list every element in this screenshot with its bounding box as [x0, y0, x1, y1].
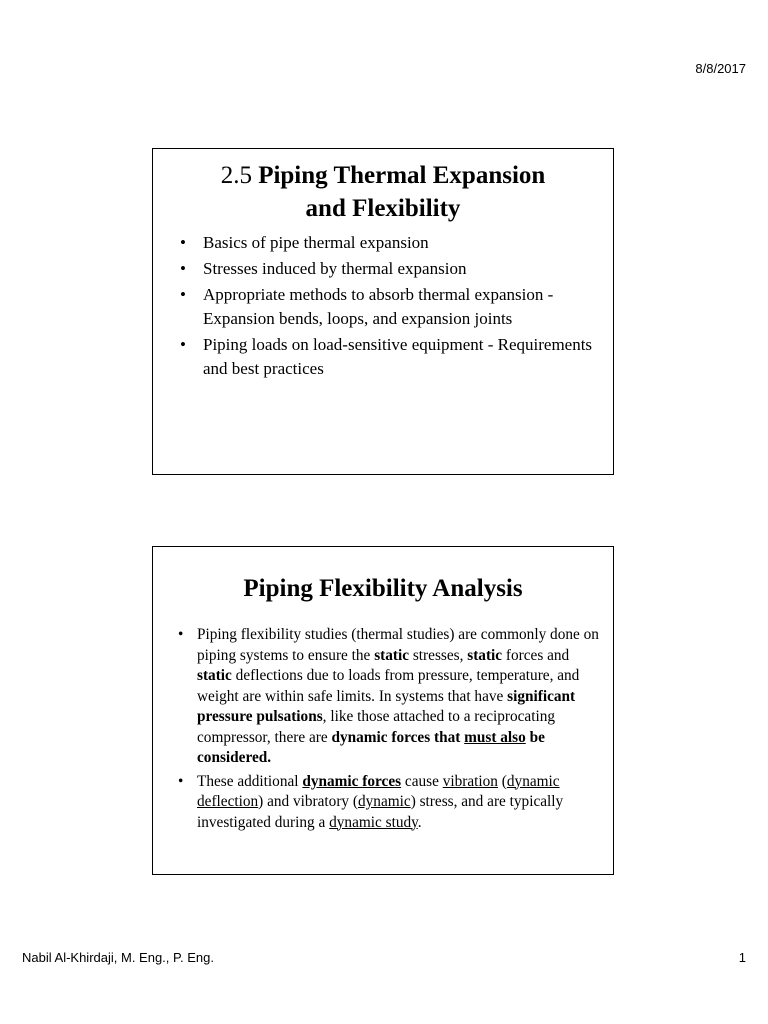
text-run: deflections due to loads from pressure, temperature, and weight are within safe limits. In systems that have [197, 667, 580, 705]
bold-text: static [374, 646, 410, 664]
bold-underlined-text: dynamic forces [302, 772, 402, 790]
page-date: 8/8/2017 [695, 61, 746, 76]
text-run: Piping flexibility studies (thermal studies) are commonly done on piping systems to ensure the [197, 626, 599, 664]
slide2-bullet-list [153, 625, 613, 833]
list-item: • Basics of pipe thermal expansion [177, 231, 613, 255]
slide-thermal-expansion [152, 148, 614, 475]
slide1-bullet-list [153, 231, 613, 381]
bold-text: significant pressure pulsations [197, 687, 576, 725]
bold-underlined-text: must also [464, 728, 526, 746]
slide1-title-line1: Piping Thermal Expansion [258, 162, 546, 189]
text-run: ( [501, 772, 507, 790]
slide1-title [153, 159, 613, 225]
text-run: . [417, 813, 422, 831]
underlined-text: dynamic study [329, 813, 418, 831]
underlined-text: dynamic deflection [197, 772, 560, 810]
text-run: These additional [197, 772, 299, 790]
list-item: • Appropriate methods to absorb thermal expansion - Expansion bends, loops, and expansion joints [177, 283, 613, 331]
footer-author: Nabil Al-Khirdaji, M. Eng., P. Eng. [22, 950, 214, 965]
slide1-title-line2: and Flexibility [305, 195, 461, 222]
list-item [177, 772, 613, 834]
bold-text: dynamic forces that [331, 728, 461, 746]
slide1-title-number: 2.5 [220, 162, 252, 189]
list-item [177, 625, 613, 769]
text-run: , like those attached to a reciprocating compressor, there are [197, 708, 556, 746]
underlined-text: vibration [442, 772, 498, 790]
text-run: ) and vibratory ( [258, 793, 358, 810]
slide2-title: Piping Flexibility Analysis [243, 575, 523, 602]
slide-flexibility-analysis [152, 546, 614, 875]
text-run: forces and [505, 646, 570, 664]
text-run: ) stress, and are typically investigated during a [197, 793, 564, 831]
list-item: • Stresses induced by thermal expansion [177, 257, 613, 281]
page-number: 1 [738, 950, 746, 965]
bold-text: static [467, 646, 503, 664]
underlined-text: dynamic [358, 793, 411, 810]
bold-text: be considered. [197, 728, 545, 766]
text-run: stresses, [412, 646, 464, 664]
bold-text: static [197, 667, 232, 684]
text-run: cause [404, 772, 439, 790]
list-item: • Piping loads on load-sensitive equipment - Requirements and best practices [177, 333, 613, 381]
